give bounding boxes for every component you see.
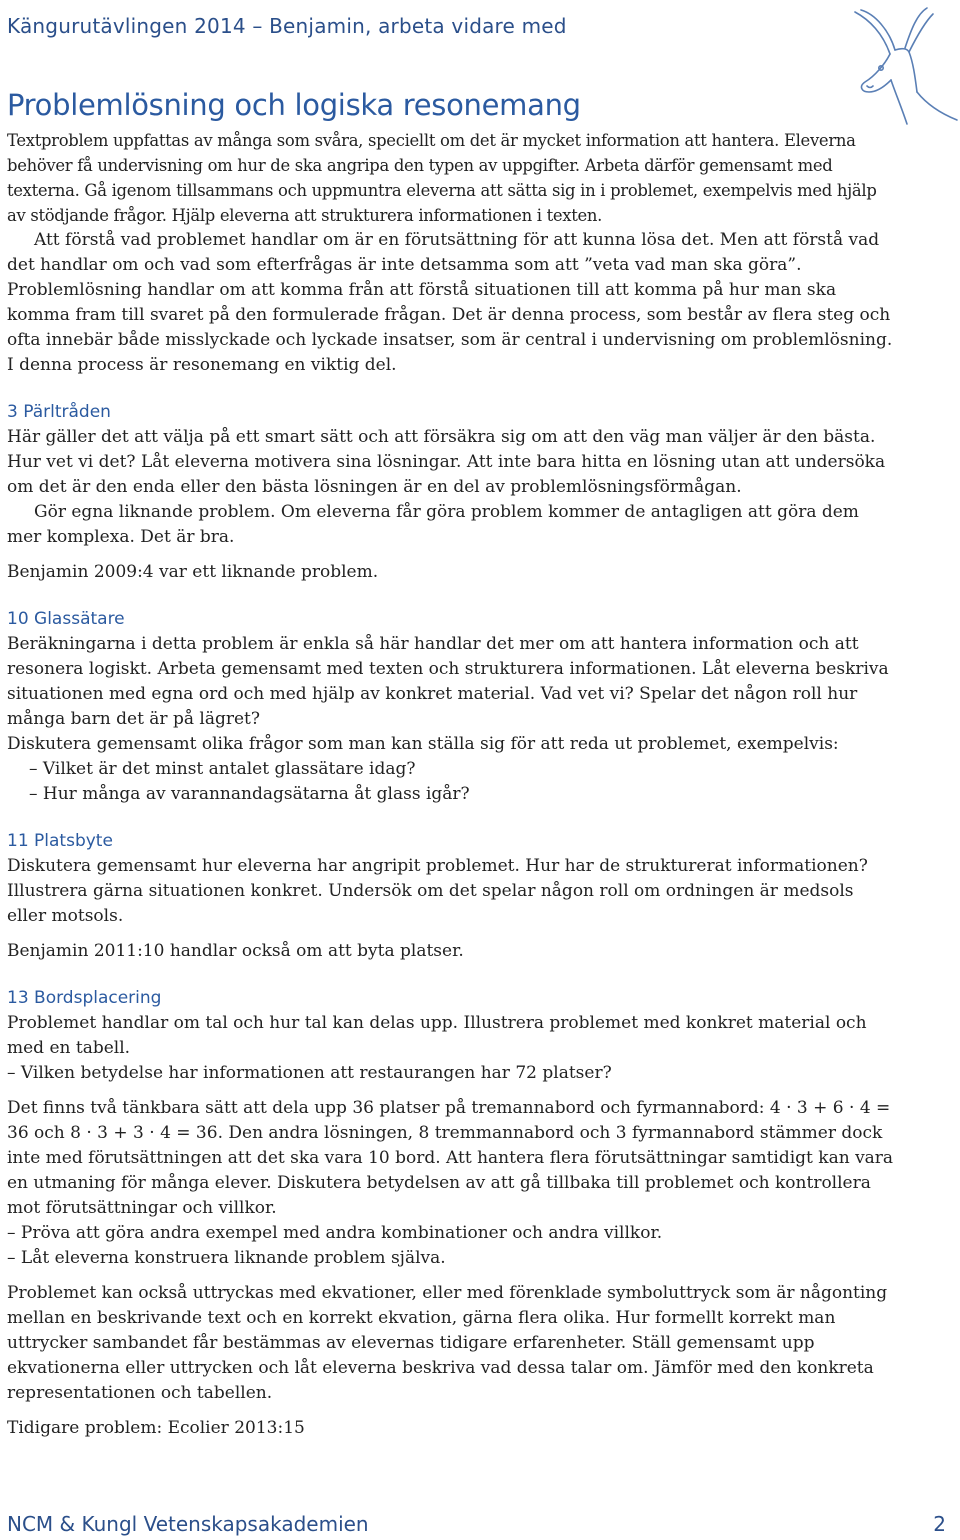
page-title: Problemlösning och logiska resonemang (7, 88, 581, 122)
intro-paragraph-2: Att förstå vad problemet handlar om är en förutsättning för att kunna lösa det. Men att förstå vad det handlar om och vad som efterfrågas är inte detsamma som att ”veta vad man ska göra”. Problemlösning handlar om att komma från att förstå situationen till att komma på hur man ska komma fram till svaret på den formulerade frågan. Det är denna process, som består av flera steg och ofta innebär både misslyckade och lyckade insatser, som är central i undervisning om problemlösning. I denna process är resonemang en viktig del. (7, 230, 893, 375)
section-heading-10: 10 Glassätare (7, 609, 125, 629)
section-heading-13: 13 Bordsplacering (7, 988, 162, 1008)
section-13-paragraph-4: Tidigare problem: Ecolier 2013:15 (7, 1418, 305, 1438)
section-13-question-3: – Låt eleverna konstruera liknande problem själva. (7, 1248, 446, 1268)
section-13-paragraph-3: Problemet kan också uttryckas med ekvationer, eller med förenklade symboluttryck som är någonting mellan en beskrivande text och en korrekt ekvation, gärna flera olika. Hur formellt korrekt man uttrycker sambandet får bestämmas av elevernas tidigare erfarenheter. Ställ gemensamt upp ekvationerna eller uttrycken och låt eleverna beskriva vad dessa talar om. Jämför med den konkreta representationen och tabellen. (7, 1283, 888, 1403)
footer-organization: NCM & Kungl Vetenskapsakademien (7, 1512, 369, 1536)
section-heading-11: 11 Platsbyte (7, 831, 113, 851)
main-content (7, 128, 895, 1441)
section-3-paragraph-1: Här gäller det att välja på ett smart sätt och att försäkra sig om att den väg man väljer är den bästa. Hur vet vi det? Låt eleverna motivera sina lösningar. Att inte bara hitta en lösning utan att undersöka om det är den enda eller den bästa lösningen är en del av problemlösningsförmågan. (7, 427, 886, 497)
intro-paragraph-1: Textproblem uppfattas av många som svåra, speciellt om det är mycket information att hantera. Eleverna behöver få undervisning om hur de ska angripa den typen av uppgifter. Arbeta därför gemensamt med texterna. Gå igenom tillsammans och uppmuntra eleverna att sätta sig in i problemet, exempelvis med hjälp av stödjande frågor. Hjälp eleverna att strukturera informationen i texten. (7, 131, 877, 225)
section-11-paragraph-2: Benjamin 2011:10 handlar också om att byta platser. (7, 941, 464, 961)
document-header: Kängurutävlingen 2014 – Benjamin, arbeta vidare med (7, 14, 567, 38)
page-number: 2 (933, 1512, 946, 1536)
section-10-paragraph-1: Beräkningarna i detta problem är enkla så här handlar det mer om att hantera information och att resonera logiskt. Arbeta gemensamt med texten och strukturera informationen. Låt eleverna beskriva situationen med egna ord och med hjälp av konkret material. Vad vet vi? Spelar det någon roll hur många barn det är på lägret? (7, 634, 889, 729)
section-3-paragraph-3: Benjamin 2009:4 var ett liknande problem. (7, 562, 379, 582)
section-3-paragraph-2: Gör egna liknande problem. Om eleverna får göra problem kommer de antagligen att göra dem mer komplexa. Det är bra. (7, 502, 859, 547)
section-13-paragraph-2: Det finns två tänkbara sätt att dela upp 36 platser på tremannabord och fyrmannabord: 4 · 3 + 6 · 4 = 36 och 8 · 3 + 3 · 4 = 36. Den andra lösningen, 8 tremmannabord och 3 fyrmannabord stämmer dock inte med förutsättningen att det ska vara 10 bord. Att hantera flera förutsättningar samtidigt kan vara en utmaning för många elever. Diskutera betydelsen av att gå tillbaka till problemet och kontrollera mot förutsättningar och villkor. (7, 1098, 894, 1218)
section-13-question-1: – Vilken betydelse har informationen att restaurangen har 72 platser? (7, 1063, 612, 1083)
section-10-question-2: – Hur många av varannandagsätarna åt glass igår? (29, 784, 470, 804)
section-13-question-2: – Pröva att göra andra exempel med andra kombinationer och andra villkor. (7, 1223, 663, 1243)
kangaroo-head-logo-icon (845, 2, 960, 127)
section-heading-3: 3 Pärltråden (7, 402, 111, 422)
section-10-question-1: – Vilket är det minst antalet glassätare idag? (29, 759, 416, 779)
section-13-paragraph-1: Problemet handlar om tal och hur tal kan delas upp. Illustrera problemet med konkret material och med en tabell. (7, 1013, 867, 1058)
section-11-paragraph-1: Diskutera gemensamt hur eleverna har angripit problemet. Hur har de strukturerat informationen? Illustrera gärna situationen konkret. Undersök om det spelar någon roll om ordningen är medsols eller motsols. (7, 856, 868, 926)
section-10-paragraph-2: Diskutera gemensamt olika frågor som man kan ställa sig för att reda ut problemet, exempelvis: (7, 734, 839, 754)
